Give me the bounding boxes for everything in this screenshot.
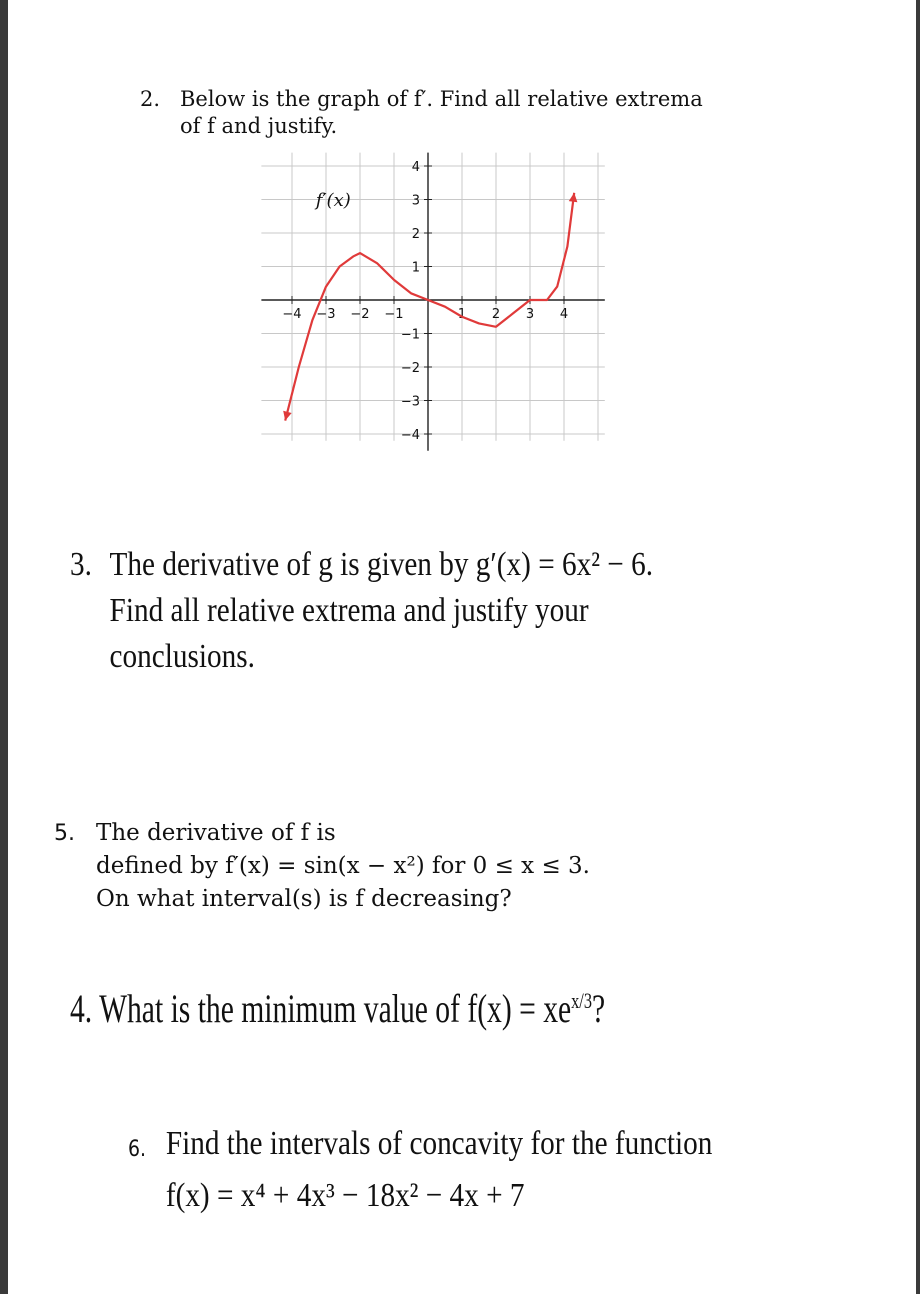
problem-5-number: 5. <box>54 821 75 846</box>
problem-3 <box>70 542 653 680</box>
problem-6-number: 6. <box>128 1137 147 1162</box>
y-tick-label: 4 <box>411 160 420 175</box>
derivative-graph <box>232 152 622 462</box>
problem-2-line2: of f and justify. <box>180 114 338 138</box>
left-border <box>0 0 8 1294</box>
y-tick-label: 2 <box>411 227 420 242</box>
problem-3-line3: conclusions. <box>109 638 255 675</box>
problem-5 <box>54 817 754 916</box>
problem-2-number: 2. <box>140 87 161 111</box>
y-tick-label: 1 <box>411 260 420 276</box>
problem-3-line2: Find all relative extrema and justify your <box>109 592 589 629</box>
problem-5-line1: The derivative of f is <box>96 820 336 846</box>
problem-2-text: Below is the graph of f′. Find all relative extrema <box>180 87 703 111</box>
problem-3-number: 3. <box>70 546 92 583</box>
legend-label: f′(x) <box>315 190 351 212</box>
x-tick-label: −3 <box>316 307 336 322</box>
x-tick-label: 1 <box>457 307 467 322</box>
problem-3-line1: The derivative of g is given by g′(x) = 6x² − 6. <box>109 546 654 583</box>
y-tick-label: 3 <box>411 193 420 209</box>
y-tick-label: −3 <box>400 394 420 410</box>
problem-2 <box>140 86 740 140</box>
problem-5-line3: On what interval(s) is f decreasing? <box>96 886 512 912</box>
y-tick-label: −2 <box>400 361 420 376</box>
x-tick-label: 4 <box>559 307 569 322</box>
problem-4-exponent: x/3 <box>571 988 592 1013</box>
problem-6-line2: f(x) = x⁴ + 4x³ − 18x² − 4x + 7 <box>165 1177 525 1214</box>
problem-2-line1 <box>140 86 740 113</box>
right-border <box>916 0 920 1294</box>
y-tick-label: −1 <box>400 327 420 343</box>
problem-4-question <box>70 984 605 1040</box>
x-tick-label: −2 <box>350 307 370 322</box>
problem-5-line2: defined by f′(x) = sin(x − x²) for 0 ≤ x ≤ 3. <box>96 853 590 879</box>
problem-6-line1: Find the intervals of concavity for the function <box>165 1125 713 1162</box>
problem-6 <box>128 1121 712 1219</box>
x-tick-label: 2 <box>491 307 501 322</box>
x-tick-label: −4 <box>282 307 302 322</box>
graph-grid <box>261 153 604 441</box>
x-tick-label: −1 <box>384 307 404 322</box>
x-tick-label: 3 <box>525 307 535 322</box>
graph-legend <box>314 190 351 211</box>
problem-4-end: ? <box>591 986 606 1031</box>
problem-4 <box>70 984 793 1040</box>
problem-4-number: 4. <box>70 986 93 1031</box>
problem-4-text: What is the minimum value of f(x) = xe <box>99 986 572 1031</box>
y-tick-label: −4 <box>400 428 420 443</box>
